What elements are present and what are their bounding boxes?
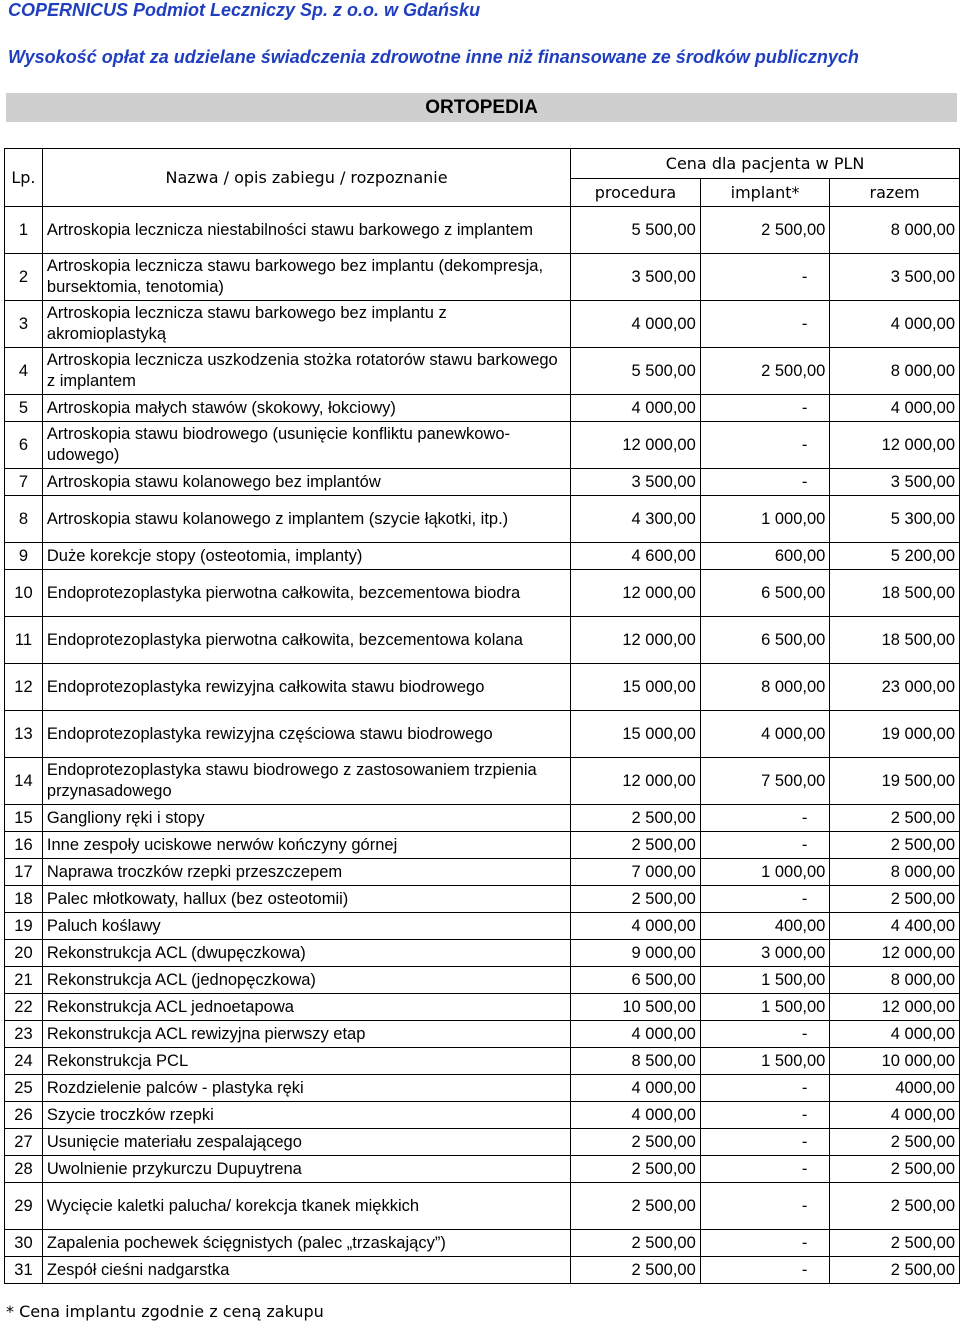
row-number: 10 — [5, 570, 43, 617]
total-price: 2 500,00 — [830, 1183, 960, 1230]
implant-price: - — [700, 1021, 830, 1048]
procedure-price: 9 000,00 — [571, 940, 701, 967]
table-row — [5, 859, 960, 886]
procedure-name: Duże korekcje stopy (osteotomia, implanty) — [42, 543, 570, 570]
header-total: razem — [830, 179, 960, 207]
total-price: 4 000,00 — [830, 1102, 960, 1129]
table-row — [5, 664, 960, 711]
row-number: 22 — [5, 994, 43, 1021]
row-number: 14 — [5, 758, 43, 805]
table-row — [5, 1021, 960, 1048]
footnote: * Cena implantu zgodnie z ceną zakupu — [6, 1302, 324, 1321]
procedure-name: Rekonstrukcja ACL (jednopęczkowa) — [42, 967, 570, 994]
row-number: 5 — [5, 395, 43, 422]
procedure-name: Inne zespoły uciskowe nerwów kończyny górnej — [42, 832, 570, 859]
procedure-price: 2 500,00 — [571, 832, 701, 859]
price-table-body — [5, 149, 960, 1284]
table-row — [5, 967, 960, 994]
total-price: 2 500,00 — [830, 1129, 960, 1156]
header-procedure: procedura — [571, 179, 701, 207]
table-row — [5, 940, 960, 967]
total-price: 2 500,00 — [830, 1156, 960, 1183]
total-price: 12 000,00 — [830, 940, 960, 967]
total-price: 2 500,00 — [830, 832, 960, 859]
procedure-name: Artroskopia lecznicza niestabilności stawu barkowego z implantem — [42, 207, 570, 254]
row-number: 21 — [5, 967, 43, 994]
implant-price: - — [700, 422, 830, 469]
implant-price: - — [700, 1230, 830, 1257]
procedure-price: 4 000,00 — [571, 301, 701, 348]
procedure-price: 5 500,00 — [571, 207, 701, 254]
total-price: 4 400,00 — [830, 913, 960, 940]
implant-price: 400,00 — [700, 913, 830, 940]
document-subtitle: Wysokość opłat za udzielane świadczenia zdrowotne inne niż finansowane ze środków publicznych — [8, 47, 859, 67]
total-price: 18 500,00 — [830, 617, 960, 664]
procedure-name: Rekonstrukcja ACL jednoetapowa — [42, 994, 570, 1021]
row-number: 1 — [5, 207, 43, 254]
implant-price: 1 500,00 — [700, 967, 830, 994]
procedure-name: Gangliony ręki i stopy — [42, 805, 570, 832]
implant-price: 7 500,00 — [700, 758, 830, 805]
row-number: 30 — [5, 1230, 43, 1257]
row-number: 6 — [5, 422, 43, 469]
row-number: 16 — [5, 832, 43, 859]
total-price: 3 500,00 — [830, 469, 960, 496]
implant-price: - — [700, 1183, 830, 1230]
procedure-price: 2 500,00 — [571, 886, 701, 913]
procedure-price: 10 500,00 — [571, 994, 701, 1021]
procedure-name: Zespół cieśni nadgarstka — [42, 1257, 570, 1284]
table-row — [5, 469, 960, 496]
implant-price: - — [700, 1075, 830, 1102]
row-number: 4 — [5, 348, 43, 395]
table-row — [5, 1257, 960, 1284]
procedure-price: 4 300,00 — [571, 496, 701, 543]
table-row — [5, 832, 960, 859]
table-row — [5, 543, 960, 570]
table-row — [5, 886, 960, 913]
procedure-price: 8 500,00 — [571, 1048, 701, 1075]
procedure-price: 3 500,00 — [571, 254, 701, 301]
procedure-price: 2 500,00 — [571, 1230, 701, 1257]
row-number: 11 — [5, 617, 43, 664]
total-price: 19 000,00 — [830, 711, 960, 758]
implant-price: 1 000,00 — [700, 496, 830, 543]
implant-price: - — [700, 805, 830, 832]
row-number: 2 — [5, 254, 43, 301]
total-price: 4 000,00 — [830, 301, 960, 348]
total-price: 18 500,00 — [830, 570, 960, 617]
implant-price: 1 500,00 — [700, 994, 830, 1021]
table-row — [5, 207, 960, 254]
total-price: 8 000,00 — [830, 348, 960, 395]
table-row — [5, 1075, 960, 1102]
total-price: 10 000,00 — [830, 1048, 960, 1075]
total-price: 23 000,00 — [830, 664, 960, 711]
row-number: 7 — [5, 469, 43, 496]
table-row — [5, 422, 960, 469]
procedure-price: 2 500,00 — [571, 1156, 701, 1183]
procedure-price: 2 500,00 — [571, 1129, 701, 1156]
procedure-name: Artroskopia stawu kolanowego bez implantów — [42, 469, 570, 496]
table-row — [5, 1156, 960, 1183]
row-number: 23 — [5, 1021, 43, 1048]
implant-price: 1 000,00 — [700, 859, 830, 886]
row-number: 24 — [5, 1048, 43, 1075]
procedure-name: Endoprotezoplastyka rewizyjna częściowa stawu biodrowego — [42, 711, 570, 758]
total-price: 8 000,00 — [830, 859, 960, 886]
organization-title: COPERNICUS Podmiot Leczniczy Sp. z o.o. w Gdańsku — [8, 0, 481, 20]
procedure-name: Usunięcie materiału zespalającego — [42, 1129, 570, 1156]
procedure-price: 5 500,00 — [571, 348, 701, 395]
implant-price: - — [700, 395, 830, 422]
procedure-price: 12 000,00 — [571, 422, 701, 469]
procedure-price: 12 000,00 — [571, 758, 701, 805]
procedure-name: Endoprotezoplastyka pierwotna całkowita, bezcementowa kolana — [42, 617, 570, 664]
procedure-name: Endoprotezoplastyka stawu biodrowego z zastosowaniem trzpienia przynasadowego — [42, 758, 570, 805]
procedure-price: 4 000,00 — [571, 1075, 701, 1102]
row-number: 31 — [5, 1257, 43, 1284]
procedure-name: Rekonstrukcja ACL (dwupęczkowa) — [42, 940, 570, 967]
total-price: 4 000,00 — [830, 395, 960, 422]
procedure-price: 7 000,00 — [571, 859, 701, 886]
procedure-price: 15 000,00 — [571, 711, 701, 758]
implant-price: - — [700, 254, 830, 301]
procedure-price: 12 000,00 — [571, 570, 701, 617]
implant-price: - — [700, 1156, 830, 1183]
row-number: 3 — [5, 301, 43, 348]
procedure-price: 4 000,00 — [571, 1021, 701, 1048]
total-price: 2 500,00 — [830, 1257, 960, 1284]
total-price: 8 000,00 — [830, 967, 960, 994]
table-row — [5, 913, 960, 940]
procedure-name: Artroskopia stawu kolanowego z implantem (szycie łąkotki, itp.) — [42, 496, 570, 543]
row-number: 12 — [5, 664, 43, 711]
header-lp: Lp. — [5, 149, 43, 207]
row-number: 29 — [5, 1183, 43, 1230]
total-price: 2 500,00 — [830, 805, 960, 832]
total-price: 3 500,00 — [830, 254, 960, 301]
procedure-price: 2 500,00 — [571, 1257, 701, 1284]
row-number: 15 — [5, 805, 43, 832]
procedure-name: Artroskopia stawu biodrowego (usunięcie konfliktu panewkowo-udowego) — [42, 422, 570, 469]
total-price: 4000,00 — [830, 1075, 960, 1102]
row-number: 28 — [5, 1156, 43, 1183]
section-band — [6, 93, 957, 122]
implant-price: - — [700, 1257, 830, 1284]
total-price: 4 000,00 — [830, 1021, 960, 1048]
implant-price: 8 000,00 — [700, 664, 830, 711]
total-price: 19 500,00 — [830, 758, 960, 805]
total-price: 8 000,00 — [830, 207, 960, 254]
total-price: 5 200,00 — [830, 543, 960, 570]
table-row — [5, 1048, 960, 1075]
row-number: 18 — [5, 886, 43, 913]
implant-price: - — [700, 469, 830, 496]
row-number: 8 — [5, 496, 43, 543]
procedure-name: Uwolnienie przykurczu Dupuytrena — [42, 1156, 570, 1183]
total-price: 2 500,00 — [830, 886, 960, 913]
procedure-name: Zapalenia pochewek ścięgnistych (palec „trzaskający”) — [42, 1230, 570, 1257]
procedure-name: Szycie troczków rzepki — [42, 1102, 570, 1129]
row-number: 26 — [5, 1102, 43, 1129]
implant-price: 1 500,00 — [700, 1048, 830, 1075]
implant-price: - — [700, 1102, 830, 1129]
row-number: 25 — [5, 1075, 43, 1102]
table-row — [5, 570, 960, 617]
row-number: 27 — [5, 1129, 43, 1156]
procedure-name: Artroskopia lecznicza stawu barkowego bez implantu z akromioplastyką — [42, 301, 570, 348]
procedure-name: Endoprotezoplastyka rewizyjna całkowita stawu biodrowego — [42, 664, 570, 711]
procedure-name: Artroskopia lecznicza stawu barkowego bez implantu (dekompresja, bursektomia, tenotomia) — [42, 254, 570, 301]
row-number: 9 — [5, 543, 43, 570]
table-row — [5, 1102, 960, 1129]
procedure-price: 2 500,00 — [571, 805, 701, 832]
procedure-name: Artroskopia lecznicza uszkodzenia stożka rotatorów stawu barkowego z implantem — [42, 348, 570, 395]
total-price: 12 000,00 — [830, 422, 960, 469]
procedure-name: Rekonstrukcja PCL — [42, 1048, 570, 1075]
table-row — [5, 254, 960, 301]
table-row — [5, 617, 960, 664]
implant-price: 4 000,00 — [700, 711, 830, 758]
table-row — [5, 1129, 960, 1156]
header-row-1 — [5, 149, 960, 179]
row-number: 17 — [5, 859, 43, 886]
table-row — [5, 994, 960, 1021]
procedure-price: 2 500,00 — [571, 1183, 701, 1230]
row-number: 13 — [5, 711, 43, 758]
procedure-name: Naprawa troczków rzepki przeszczepem — [42, 859, 570, 886]
price-table — [4, 148, 960, 1284]
table-row — [5, 496, 960, 543]
procedure-price: 4 000,00 — [571, 913, 701, 940]
header-price-group: Cena dla pacjenta w PLN — [571, 149, 960, 179]
procedure-price: 15 000,00 — [571, 664, 701, 711]
table-row — [5, 348, 960, 395]
procedure-price: 3 500,00 — [571, 469, 701, 496]
procedure-price: 6 500,00 — [571, 967, 701, 994]
implant-price: 3 000,00 — [700, 940, 830, 967]
procedure-name: Wycięcie kaletki palucha/ korekcja tkanek miękkich — [42, 1183, 570, 1230]
implant-price: 2 500,00 — [700, 348, 830, 395]
row-number: 19 — [5, 913, 43, 940]
table-row — [5, 1230, 960, 1257]
procedure-name: Artroskopia małych stawów (skokowy, łokciowy) — [42, 395, 570, 422]
implant-price: - — [700, 832, 830, 859]
table-row — [5, 805, 960, 832]
implant-price: - — [700, 1129, 830, 1156]
table-row — [5, 1183, 960, 1230]
implant-price: - — [700, 301, 830, 348]
procedure-name: Rekonstrukcja ACL rewizyjna pierwszy etap — [42, 1021, 570, 1048]
procedure-name: Endoprotezoplastyka pierwotna całkowita, bezcementowa biodra — [42, 570, 570, 617]
header-implant: implant* — [700, 179, 830, 207]
procedure-price: 4 000,00 — [571, 1102, 701, 1129]
procedure-name: Palec młotkowaty, hallux (bez osteotomii) — [42, 886, 570, 913]
header-name: Nazwa / opis zabiegu / rozpoznanie — [42, 149, 570, 207]
row-number: 20 — [5, 940, 43, 967]
procedure-price: 4 000,00 — [571, 395, 701, 422]
implant-price: - — [700, 886, 830, 913]
table-row — [5, 758, 960, 805]
table-row — [5, 301, 960, 348]
total-price: 12 000,00 — [830, 994, 960, 1021]
total-price: 2 500,00 — [830, 1230, 960, 1257]
implant-price: 6 500,00 — [700, 617, 830, 664]
procedure-name: Paluch koślawy — [42, 913, 570, 940]
implant-price: 600,00 — [700, 543, 830, 570]
procedure-name: Rozdzielenie palców - plastyka ręki — [42, 1075, 570, 1102]
total-price: 5 300,00 — [830, 496, 960, 543]
section-title: ORTOPEDIA — [425, 97, 538, 118]
procedure-price: 12 000,00 — [571, 617, 701, 664]
table-row — [5, 711, 960, 758]
implant-price: 6 500,00 — [700, 570, 830, 617]
implant-price: 2 500,00 — [700, 207, 830, 254]
procedure-price: 4 600,00 — [571, 543, 701, 570]
table-row — [5, 395, 960, 422]
